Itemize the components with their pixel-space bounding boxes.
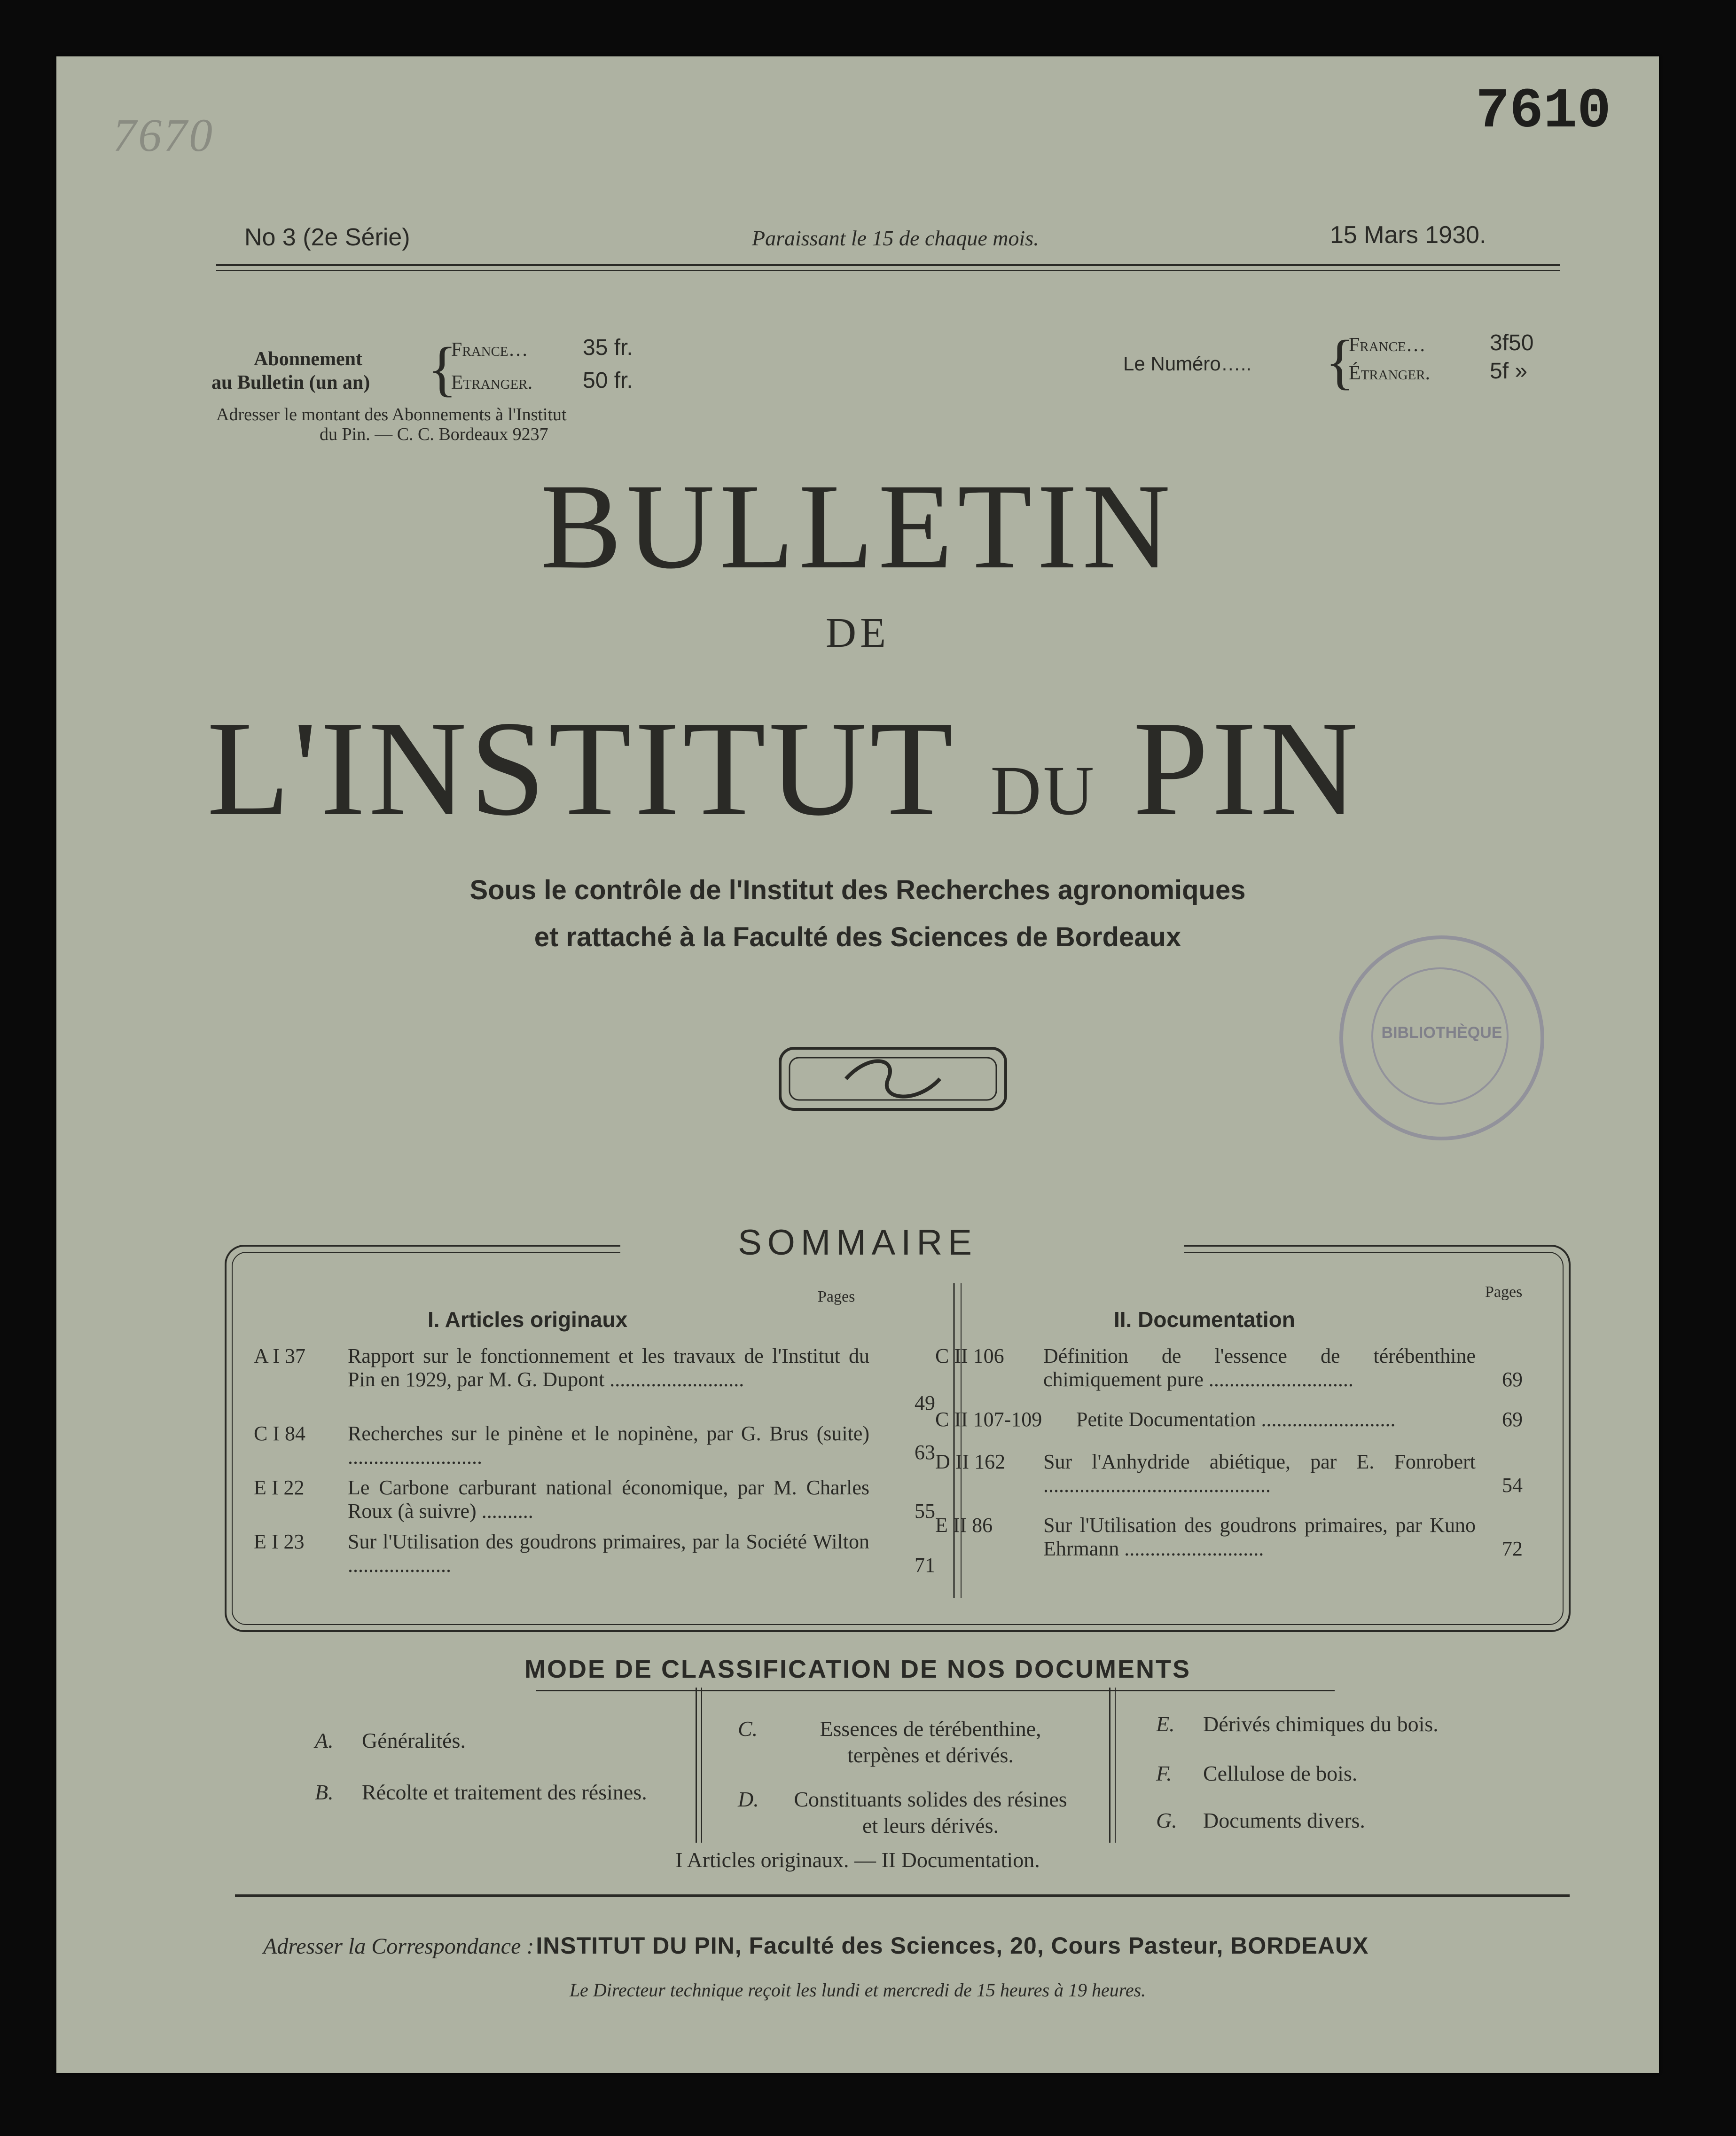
toc-text: Définition de l'essence de térébenthine chimiquement pure ............................: [1043, 1344, 1476, 1391]
inventory-number: 7610: [1476, 80, 1611, 144]
classification-value: Récolte et traitement des résines.: [362, 1780, 647, 1804]
toc-text: Recherches sur le pinène et le nopinène, par G. Brus (suite) ..........................: [348, 1422, 869, 1468]
subscription-foreign-price: 50 fr.: [583, 368, 633, 393]
subscription-foreign-label: Etranger.: [451, 372, 533, 393]
library-stamp-text: BIBLIOTHÈQUE: [1381, 1024, 1502, 1042]
classification-item: [1156, 1760, 1579, 1789]
classification-value: Cellulose de bois.: [1203, 1761, 1358, 1785]
issue-date: 15 Mars 1930.: [1330, 221, 1486, 249]
toc-code: A I 37: [254, 1344, 305, 1367]
classification-divider: [696, 1688, 697, 1843]
classification-item: [738, 1716, 1137, 1777]
toc-code: E I 22: [254, 1476, 305, 1499]
sommaire-right-pages-label: Pages: [1485, 1283, 1523, 1301]
footer-correspondence: [263, 1932, 1368, 1959]
title-de: DE: [826, 610, 890, 656]
classification-heading: MODE DE CLASSIFICATION DE NOS DOCUMENTS: [524, 1655, 1191, 1683]
footer-hours: Le Directeur technique reçoit les lundi et mercredi de 15 heures à 19 heures.: [569, 1979, 1146, 2001]
header-rule-bottom: [216, 270, 1560, 271]
toc-text: Sur l'Utilisation des goudrons primaires, par la Société Wilton ....................: [348, 1530, 869, 1577]
classification-divider: [701, 1688, 702, 1843]
footer-address: INSTITUT DU PIN, Faculté des Sciences, 20, Cours Pasteur, BORDEAUX: [536, 1932, 1369, 1959]
library-stamp: [1339, 935, 1544, 1140]
toc-code: C II 106: [935, 1344, 1004, 1367]
brace-icon: {: [428, 335, 457, 403]
brace-icon-2: {: [1325, 328, 1355, 396]
classification-value: Documents divers.: [1203, 1808, 1365, 1832]
classification-key: B.: [315, 1780, 334, 1804]
classification-divider: [1115, 1688, 1116, 1843]
toc-text: Rapport sur le fonctionnement et les travaux de l'Institut du Pin en 1929, par M. G. Dupont ..........................: [348, 1344, 869, 1391]
subscription-address-2: du Pin. — C. C. Bordeaux 9237: [320, 424, 548, 444]
subscription-france-price: 35 fr.: [583, 335, 633, 360]
sommaire-left-heading: I. Articles originaux: [428, 1307, 628, 1332]
subtitle-line2: et rattaché à la Faculté des Sciences de Bordeaux: [534, 922, 1181, 952]
toc-page: 72: [1502, 1537, 1523, 1560]
toc-page: 49: [915, 1391, 935, 1414]
toc-code: D II 162: [935, 1450, 1006, 1473]
classification-key: G.: [1156, 1808, 1177, 1832]
page: [56, 56, 1659, 2073]
toc-page: 69: [1502, 1368, 1523, 1391]
classification-item: [1156, 1711, 1579, 1739]
classification-item: [315, 1728, 738, 1756]
single-issue-france-label: France…: [1349, 334, 1426, 356]
toc-text: Le Carbone carburant national économique, par M. Charles Roux (à suivre) ..........: [348, 1476, 869, 1523]
classification-key: E.: [1156, 1712, 1175, 1736]
toc-text: Sur l'Utilisation des goudrons primaires, par Kuno Ehrmann ...........................: [1043, 1514, 1476, 1560]
toc-page: 55: [915, 1500, 935, 1523]
subscription-label-1: Abonnement: [254, 348, 363, 370]
toc-text: Petite Documentation ..........................: [1076, 1408, 1396, 1431]
toc-code: C I 84: [254, 1422, 305, 1445]
footer-rule: [235, 1894, 1570, 1897]
toc-code: E II 86: [935, 1514, 993, 1537]
classification-key: D.: [738, 1787, 759, 1811]
subscription-label-2: au Bulletin (un an): [211, 372, 370, 393]
issue-number: No 3 (2e Série): [244, 224, 410, 251]
sommaire-heading: SOMMAIRE: [738, 1223, 977, 1263]
pencil-annotation: 7670: [113, 109, 214, 161]
classification-item: [738, 1786, 1137, 1847]
title-institut-word: L'INSTITUT: [207, 693, 954, 844]
title-pin: PIN: [1133, 693, 1361, 844]
classification-value: Dérivés chimiques du bois.: [1203, 1712, 1439, 1736]
header-rule-top: [216, 264, 1560, 266]
ornament-icon: [775, 1044, 1010, 1114]
sommaire-left-pages-label: Pages: [818, 1288, 855, 1305]
classification-value: Essences de térébenthine, terpènes et dérivés.: [820, 1717, 1041, 1767]
title-institut: [207, 693, 1612, 861]
single-issue-foreign-label: Étranger.: [1349, 362, 1431, 384]
subscription-address-1: Adresser le montant des Abonnements à l'Institut: [216, 405, 567, 424]
classification-legend: I Articles originaux. — II Documentation.: [675, 1848, 1040, 1872]
toc-code: E I 23: [254, 1530, 305, 1553]
classification-item: [1156, 1807, 1579, 1836]
classification-value: Généralités.: [362, 1728, 466, 1752]
title-bulletin: BULLETIN: [540, 459, 1175, 594]
classification-key: F.: [1156, 1761, 1172, 1785]
single-issue-foreign-price: 5f »: [1490, 359, 1528, 384]
toc-page: 71: [915, 1554, 935, 1577]
classification-key: C.: [738, 1717, 758, 1741]
classification-heading-underline: [536, 1690, 1335, 1691]
classification-value: Constituants solides des résines et leurs dérivés.: [794, 1787, 1067, 1838]
toc-page: 54: [1502, 1474, 1523, 1497]
toc-code: C II 107-109: [935, 1408, 1042, 1431]
toc-page: 69: [1502, 1408, 1523, 1431]
subscription-france-label: France…: [451, 339, 528, 361]
classification-divider: [1109, 1688, 1110, 1843]
classification-key: A.: [315, 1728, 334, 1752]
frequency: Paraissant le 15 de chaque mois.: [752, 226, 1039, 250]
classification-item: [315, 1779, 738, 1840]
single-issue-label: Le Numéro…..: [1123, 353, 1252, 375]
sommaire-right-heading: II. Documentation: [1114, 1307, 1295, 1332]
toc-page: 63: [915, 1441, 935, 1464]
footer-prefix: Adresser la Correspondance :: [263, 1934, 534, 1959]
subtitle-line1: Sous le contrôle de l'Institut des Recherches agronomiques: [469, 875, 1246, 905]
single-issue-france-price: 3f50: [1490, 330, 1534, 355]
title-du: DU: [990, 752, 1096, 830]
toc-text: Sur l'Anhydride abiétique, par E. Fonrobert ............................................: [1043, 1450, 1476, 1497]
